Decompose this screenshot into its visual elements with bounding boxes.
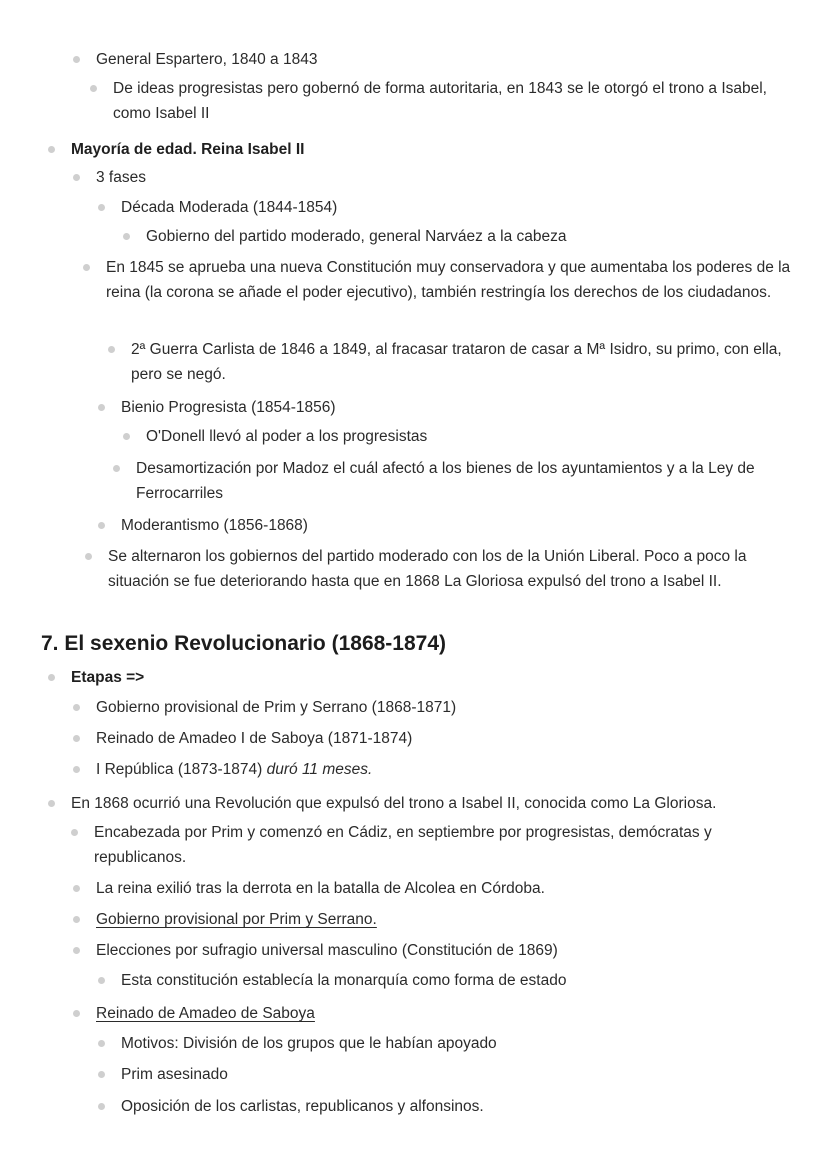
- list-item-text: O'Donell llevó al poder a los progresistas: [146, 428, 428, 445]
- bullet-icon: [73, 735, 80, 742]
- bullet-icon: [98, 204, 105, 211]
- list-item-text: Gobierno del partido moderado, general Narváez a la cabeza: [146, 228, 567, 245]
- bullet-icon: [48, 800, 55, 807]
- bullet-icon: [71, 829, 78, 836]
- bullet-icon: [123, 433, 130, 440]
- list-item-mayoria: [71, 137, 771, 162]
- list-item-prim: [121, 1062, 801, 1087]
- bullet-icon: [48, 146, 55, 153]
- bullet-icon: [73, 947, 80, 954]
- list-item-text: Se alternaron los gobiernos del partido moderado con los de la Unión Liberal. Poco a poco la situación se fue deteriorando hasta que en 1868 La Gloriosa expulsó del trono a Isabel II.: [108, 548, 747, 590]
- list-item-text: Bienio Progresista (1854-1856): [121, 399, 336, 416]
- etapa-3-main: I República (1873-1874): [96, 761, 267, 778]
- bullet-icon: [123, 233, 130, 240]
- list-item-odonell: [146, 424, 806, 449]
- list-item-espartero: [96, 47, 796, 72]
- bullet-icon: [98, 1103, 105, 1110]
- list-item-text: Mayoría de edad. Reina Isabel II: [71, 141, 305, 158]
- list-item-motivos: [121, 1031, 801, 1056]
- bullet-icon: [108, 346, 115, 353]
- list-item-text: Elecciones por sufragio universal masculino (Constitución de 1869): [96, 942, 558, 959]
- list-item-text: Moderantismo (1856-1868): [121, 517, 308, 534]
- bullet-icon: [73, 174, 80, 181]
- list-item-revolucion: [71, 791, 801, 816]
- list-item-etapas: [71, 665, 771, 690]
- bullet-icon: [73, 56, 80, 63]
- list-item-constitucion-1869: [121, 968, 801, 993]
- list-item-text: 2ª Guerra Carlista de 1846 a 1849, al fracasar trataron de casar a Mª Isidro, su primo, con ella, pero se negó.: [131, 341, 782, 383]
- list-item-moderantismo: [121, 513, 801, 538]
- list-item-text: Etapas =>: [71, 669, 145, 686]
- bullet-icon: [83, 264, 90, 271]
- list-item-text: Prim asesinado: [121, 1066, 228, 1083]
- list-item-text: En 1845 se aprueba una nueva Constitución muy conservadora y que aumentaba los poderes de la reina (la corona se añade el poder ejecutivo), también restringía los derechos de los ciudadanos.: [106, 259, 791, 301]
- list-item-fases: [96, 165, 796, 190]
- list-item-text: Reinado de Amadeo I de Saboya (1871-1874): [96, 730, 413, 747]
- list-item-espartero-detail: [113, 76, 783, 126]
- list-item-text: En 1868 ocurrió una Revolución que expulsó del trono a Isabel II, conocida como La Gloriosa.: [71, 795, 717, 812]
- bullet-icon: [73, 885, 80, 892]
- list-item-decada-detail: [146, 224, 806, 249]
- bullet-icon: [73, 916, 80, 923]
- list-item-text: 3 fases: [96, 169, 146, 186]
- list-item-text: Gobierno provisional de Prim y Serrano (1868-1871): [96, 699, 457, 716]
- list-item-text: De ideas progresistas pero gobernó de forma autoritaria, en 1843 se le otorgó el trono a Isabel, como Isabel II: [113, 80, 767, 122]
- list-item-decada: [121, 195, 801, 220]
- list-item-elecciones: [96, 938, 796, 963]
- list-item-alternaron: [108, 544, 798, 594]
- bullet-icon: [73, 704, 80, 711]
- list-item-encabezada: [94, 820, 774, 870]
- list-item-desamortizacion: [136, 456, 786, 506]
- list-item-bienio: [121, 395, 801, 420]
- list-item-text: Década Moderada (1844-1854): [121, 199, 338, 216]
- bullet-icon: [98, 1040, 105, 1047]
- list-item-etapa-3: [96, 757, 796, 782]
- list-item-oposicion: [121, 1094, 801, 1119]
- list-item-text: Gobierno provisional por Prim y Serrano.: [96, 911, 377, 928]
- section-heading: 7. El sexenio Revolucionario (1868-1874): [41, 632, 447, 655]
- list-item-gobierno-provisional: [96, 907, 796, 932]
- list-item-guerra-carlista: [131, 337, 796, 387]
- bullet-icon: [73, 766, 80, 773]
- list-item-etapa-2: [96, 726, 796, 751]
- list-item-reinado-amadeo: [96, 1001, 796, 1026]
- bullet-icon: [98, 977, 105, 984]
- list-item-text: Encabezada por Prim y comenzó en Cádiz, en septiembre por progresistas, demócratas y republicanos.: [94, 824, 712, 866]
- bullet-icon: [48, 674, 55, 681]
- bullet-icon: [90, 85, 97, 92]
- bullet-icon: [98, 404, 105, 411]
- list-item-text: General Espartero, 1840 a 1843: [96, 51, 318, 68]
- list-item-reina-exilio: [96, 876, 796, 901]
- list-item-text: La reina exilió tras la derrota en la batalla de Alcolea en Córdoba.: [96, 880, 545, 897]
- list-item-constitucion-1845: [106, 255, 791, 305]
- list-item-text: [96, 757, 796, 782]
- list-item-text: Desamortización por Madoz el cuál afectó a los bienes de los ayuntamientos y a la Ley de Ferrocarriles: [136, 460, 755, 502]
- bullet-icon: [98, 1071, 105, 1078]
- list-item-text: Motivos: División de los grupos que le habían apoyado: [121, 1035, 497, 1052]
- etapa-3-duration: duró 11 meses.: [266, 761, 373, 778]
- list-item-text: Oposición de los carlistas, republicanos y alfonsinos.: [121, 1098, 484, 1115]
- list-item-etapa-1: [96, 695, 796, 720]
- bullet-icon: [98, 522, 105, 529]
- bullet-icon: [73, 1010, 80, 1017]
- bullet-icon: [113, 465, 120, 472]
- list-item-text: Esta constitución establecía la monarquía como forma de estado: [121, 972, 567, 989]
- bullet-icon: [85, 553, 92, 560]
- list-item-text: Reinado de Amadeo de Saboya: [96, 1005, 315, 1022]
